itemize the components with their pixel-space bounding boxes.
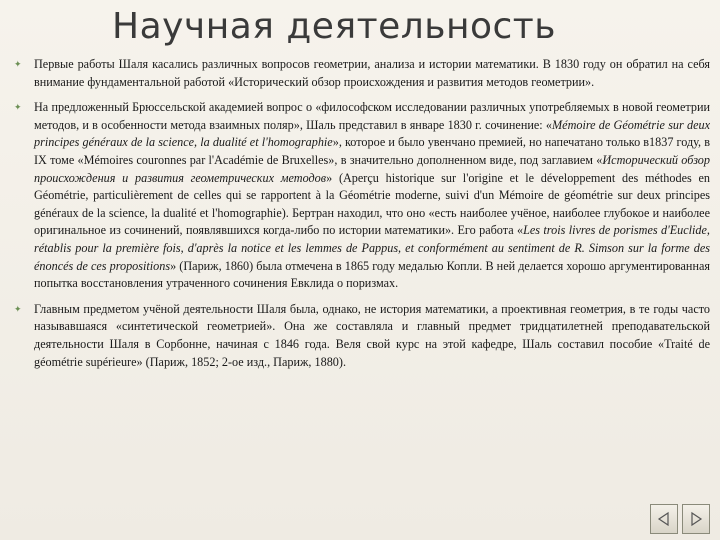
text-segment: Первые работы Шаля касались различных вопросов геометрии, анализа и истории математики. В 1830 году он обратил на себя внимание фундаментальной работой «Исторический обзор происхождения и развития методов геометрии».: [34, 57, 710, 89]
arrow-left-icon: [656, 511, 672, 527]
text-segment: Главным предметом учёной деятельности Шаля была, однако, не история математики, а проективная геометрия, в те годы часто называвшаяся «синтетической геометрией». Она же составляла и главный предмет тридцатилетней преподавательской деятельности Шаля в Сорбонне, начиная с 1846 года. Веля свой курс на этой кафедре, Шаль составил пособие «Traité de géométrie supérieure» (Париж, 1852; 2-ое изд., Париж, 1880).: [34, 301, 710, 369]
bullet-item: [14, 56, 710, 91]
bullet-text: [34, 301, 710, 371]
previous-slide-button[interactable]: [650, 504, 678, 534]
next-slide-button[interactable]: [682, 504, 710, 534]
page-title: Научная деятельность: [112, 6, 556, 47]
leaf-bullet-icon: ✦: [14, 59, 22, 69]
text-segment: На предложенный Брюссельской академией вопрос о «философском исследовании различных употребляемых в новой геометрии методов, и в особенности метода взаимных поляр», Шаль представил в январе 1830 г. сочинение: «: [34, 100, 710, 132]
italic-title-segment: Mémoire de Géométrie sur deux principes généraux de la science, la dualité et l'homographie: [34, 117, 711, 150]
italic-title-segment: Les trois livres de porismes d'Euclide, rétablis pour la première fois, d'après la notice et les lemmes de Pappus, et conformément au sentiment de R. Simson sur la forme des énoncés de ces propositions: [34, 223, 710, 273]
slide-content: [14, 56, 710, 379]
bullet-text: [34, 99, 710, 293]
arrow-right-icon: [688, 511, 704, 527]
slide-navigation: [650, 504, 710, 534]
italic-title-segment: Исторический обзор происхождения и развития геометрических методов: [34, 152, 710, 185]
bullet-item: [14, 301, 710, 371]
leaf-bullet-icon: ✦: [14, 303, 22, 314]
bullet-item: [14, 99, 710, 293]
text-segment: » (Париж, 1860) была отмечена в 1865 году медалью Копли. В ней делается хорошо аргументированная попытка восстановления утраченного сочинения Евклида о поризмах.: [34, 258, 710, 291]
leaf-bullet-icon: ✦: [14, 102, 22, 113]
bullet-text: [34, 56, 710, 91]
text-segment: » (Aperçu historique sur l'origine et le développement des méthodes en Géométrie, particulièrement de celles qui se rapportent à la Géométrie moderne, suivi d'un Mémoire de géométrie sur deux principes généraux de la science, la dualité et l'homographie). Бертран находил, что оно «есть наиболее учёное, наиболее глубокое и наиболее оригинальное из сочинений, появлявшихся когда-либо по истории математики». Его работа «: [34, 170, 711, 238]
text-segment: », которое и было увенчано премией, но напечатано только в1837 году, в IX томе «Mémoires couronnes par l'Académie de Bruxelles», в значительно дополненном виде, под заглавием «: [34, 135, 710, 167]
